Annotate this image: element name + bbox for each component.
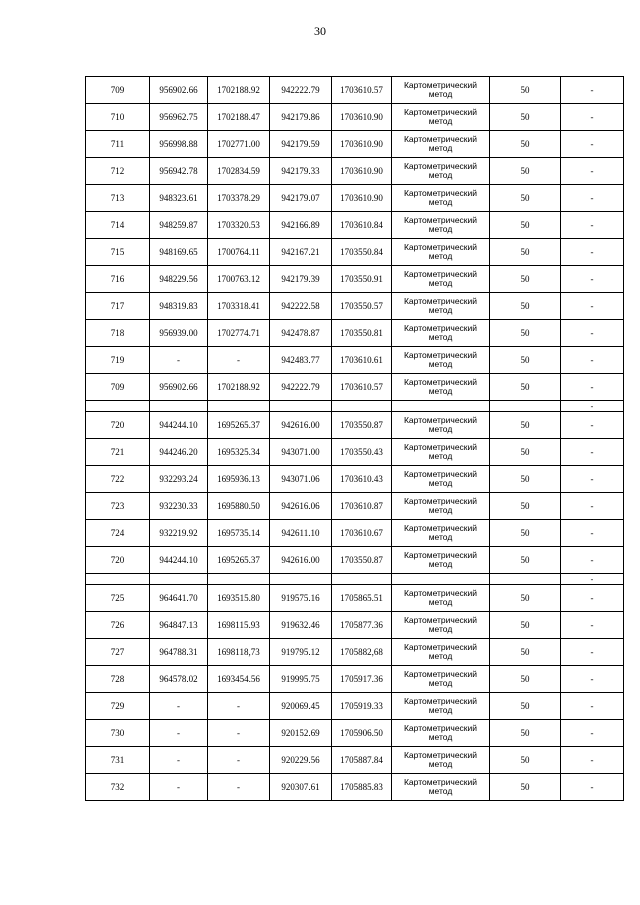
- x-old-cell: 948323.61: [150, 185, 208, 212]
- x-new-cell: 919795.12: [270, 639, 332, 666]
- x-old-cell: -: [150, 347, 208, 374]
- point-number-cell: 722: [86, 466, 150, 493]
- y-old-cell: 1703320.53: [208, 212, 270, 239]
- y-old-cell: 1702774.71: [208, 320, 270, 347]
- accuracy-cell: 50: [490, 239, 561, 266]
- note-cell: -: [561, 347, 624, 374]
- y-old-cell: -: [208, 747, 270, 774]
- point-number-cell: 723: [86, 493, 150, 520]
- method-cell: Картометрический метод: [392, 439, 490, 466]
- x-old-cell: 944244.10: [150, 547, 208, 574]
- note-cell: -: [561, 666, 624, 693]
- table-row: [86, 520, 624, 547]
- note-cell: -: [561, 639, 624, 666]
- y-new-cell: 1703610.57: [332, 374, 392, 401]
- accuracy-cell: 50: [490, 466, 561, 493]
- x-old-cell: 948229.56: [150, 266, 208, 293]
- x-new-cell: 942167.21: [270, 239, 332, 266]
- note-cell: -: [561, 185, 624, 212]
- y-new-cell: 1703610.84: [332, 212, 392, 239]
- y-old-cell: 1693454.56: [208, 666, 270, 693]
- point-number-cell: 717: [86, 293, 150, 320]
- y-new-cell: 1703610.67: [332, 520, 392, 547]
- table-row: [86, 131, 624, 158]
- table-row: [86, 747, 624, 774]
- method-cell: Картометрический метод: [392, 639, 490, 666]
- table-row: [86, 185, 624, 212]
- y-new-cell: 1703610.90: [332, 104, 392, 131]
- x-old-cell: 956962.75: [150, 104, 208, 131]
- note-cell: -: [561, 374, 624, 401]
- method-cell: Картометрический метод: [392, 266, 490, 293]
- method-cell: Картометрический метод: [392, 747, 490, 774]
- table-row: [86, 547, 624, 574]
- x-new-cell: 943071.06: [270, 466, 332, 493]
- y-old-cell: 1695936.13: [208, 466, 270, 493]
- y-new-cell: 1705865.51: [332, 585, 392, 612]
- table-row: [86, 320, 624, 347]
- accuracy-cell: 50: [490, 185, 561, 212]
- y-new-cell: 1705882,68: [332, 639, 392, 666]
- point-number-cell: 727: [86, 639, 150, 666]
- method-cell: Картометрический метод: [392, 293, 490, 320]
- x-new-cell: 942222.79: [270, 77, 332, 104]
- accuracy-cell: 50: [490, 412, 561, 439]
- method-cell: Картометрический метод: [392, 666, 490, 693]
- accuracy-cell: 50: [490, 493, 561, 520]
- y-new-cell: [332, 574, 392, 585]
- table-row: [86, 212, 624, 239]
- point-number-cell: 726: [86, 612, 150, 639]
- note-cell: -: [561, 320, 624, 347]
- accuracy-cell: 50: [490, 131, 561, 158]
- accuracy-cell: 50: [490, 720, 561, 747]
- method-cell: Картометрический метод: [392, 131, 490, 158]
- x-new-cell: 942616.06: [270, 493, 332, 520]
- point-number-cell: 713: [86, 185, 150, 212]
- table-row: [86, 412, 624, 439]
- method-cell: Картометрический метод: [392, 774, 490, 801]
- y-new-cell: 1705919.33: [332, 693, 392, 720]
- point-number-cell: 730: [86, 720, 150, 747]
- y-old-cell: 1698118,73: [208, 639, 270, 666]
- table-row: [86, 239, 624, 266]
- y-new-cell: 1705885.83: [332, 774, 392, 801]
- y-old-cell: -: [208, 774, 270, 801]
- method-cell: Картометрический метод: [392, 547, 490, 574]
- y-old-cell: 1702188.92: [208, 77, 270, 104]
- point-number-cell: 729: [86, 693, 150, 720]
- x-old-cell: 932219.92: [150, 520, 208, 547]
- x-new-cell: [270, 401, 332, 412]
- point-number-cell: 711: [86, 131, 150, 158]
- note-cell: -: [561, 612, 624, 639]
- y-new-cell: 1703550.87: [332, 547, 392, 574]
- y-old-cell: 1702771.00: [208, 131, 270, 158]
- point-number-cell: 718: [86, 320, 150, 347]
- method-cell: Картометрический метод: [392, 412, 490, 439]
- y-new-cell: 1703550.87: [332, 412, 392, 439]
- x-new-cell: 942179.07: [270, 185, 332, 212]
- point-number-cell: 714: [86, 212, 150, 239]
- x-new-cell: 942179.39: [270, 266, 332, 293]
- x-new-cell: 942179.86: [270, 104, 332, 131]
- accuracy-cell: [490, 574, 561, 585]
- point-number-cell: 732: [86, 774, 150, 801]
- x-new-cell: 942179.33: [270, 158, 332, 185]
- point-number-cell: 715: [86, 239, 150, 266]
- table-row: [86, 374, 624, 401]
- note-cell: -: [561, 401, 624, 412]
- note-cell: -: [561, 774, 624, 801]
- point-number-cell: 724: [86, 520, 150, 547]
- x-new-cell: 920307.61: [270, 774, 332, 801]
- y-old-cell: 1695265.37: [208, 547, 270, 574]
- accuracy-cell: 50: [490, 374, 561, 401]
- x-new-cell: [270, 574, 332, 585]
- x-new-cell: 942179.59: [270, 131, 332, 158]
- table-row: [86, 693, 624, 720]
- x-new-cell: 942478.87: [270, 320, 332, 347]
- method-cell: Картометрический метод: [392, 693, 490, 720]
- y-old-cell: 1695325.34: [208, 439, 270, 466]
- x-old-cell: -: [150, 747, 208, 774]
- x-old-cell: 964578.02: [150, 666, 208, 693]
- table-row: [86, 639, 624, 666]
- table-row: [86, 158, 624, 185]
- y-old-cell: 1702188.47: [208, 104, 270, 131]
- y-new-cell: 1703550.57: [332, 293, 392, 320]
- table-row: [86, 77, 624, 104]
- separator-row: [86, 401, 624, 412]
- note-cell: -: [561, 574, 624, 585]
- y-old-cell: 1693515.80: [208, 585, 270, 612]
- point-number-cell: 731: [86, 747, 150, 774]
- y-old-cell: [208, 401, 270, 412]
- x-old-cell: 932293.24: [150, 466, 208, 493]
- note-cell: -: [561, 520, 624, 547]
- table-row: [86, 493, 624, 520]
- method-cell: Картометрический метод: [392, 493, 490, 520]
- accuracy-cell: 50: [490, 212, 561, 239]
- x-new-cell: 920152.69: [270, 720, 332, 747]
- method-cell: Картометрический метод: [392, 104, 490, 131]
- point-number-cell: 721: [86, 439, 150, 466]
- y-new-cell: 1703610.90: [332, 158, 392, 185]
- note-cell: -: [561, 104, 624, 131]
- note-cell: -: [561, 239, 624, 266]
- method-cell: Картометрический метод: [392, 720, 490, 747]
- x-old-cell: -: [150, 693, 208, 720]
- table-row: [86, 666, 624, 693]
- accuracy-cell: 50: [490, 639, 561, 666]
- point-number-cell: 720: [86, 547, 150, 574]
- method-cell: Картометрический метод: [392, 466, 490, 493]
- method-cell: Картометрический метод: [392, 585, 490, 612]
- note-cell: -: [561, 747, 624, 774]
- method-cell: Картометрический метод: [392, 320, 490, 347]
- x-new-cell: 942616.00: [270, 412, 332, 439]
- note-cell: -: [561, 466, 624, 493]
- point-number-cell: [86, 401, 150, 412]
- accuracy-cell: 50: [490, 158, 561, 185]
- point-number-cell: 728: [86, 666, 150, 693]
- table-row: [86, 720, 624, 747]
- point-number-cell: 709: [86, 374, 150, 401]
- point-number-cell: 710: [86, 104, 150, 131]
- x-new-cell: 919995.75: [270, 666, 332, 693]
- method-cell: Картометрический метод: [392, 158, 490, 185]
- table-row: [86, 774, 624, 801]
- x-new-cell: 942483.77: [270, 347, 332, 374]
- note-cell: -: [561, 439, 624, 466]
- x-old-cell: -: [150, 720, 208, 747]
- y-old-cell: 1698115.93: [208, 612, 270, 639]
- accuracy-cell: 50: [490, 693, 561, 720]
- x-old-cell: 948259.87: [150, 212, 208, 239]
- point-number-cell: 712: [86, 158, 150, 185]
- accuracy-cell: 50: [490, 320, 561, 347]
- table-row: [86, 585, 624, 612]
- x-old-cell: 956902.66: [150, 374, 208, 401]
- table-row: [86, 293, 624, 320]
- x-old-cell: 944246.20: [150, 439, 208, 466]
- note-cell: -: [561, 585, 624, 612]
- note-cell: -: [561, 212, 624, 239]
- accuracy-cell: 50: [490, 520, 561, 547]
- y-new-cell: 1705917.36: [332, 666, 392, 693]
- method-cell: Картометрический метод: [392, 347, 490, 374]
- x-new-cell: 942616.00: [270, 547, 332, 574]
- x-old-cell: 944244.10: [150, 412, 208, 439]
- method-cell: Картометрический метод: [392, 374, 490, 401]
- y-old-cell: -: [208, 347, 270, 374]
- y-new-cell: 1703550.91: [332, 266, 392, 293]
- note-cell: -: [561, 412, 624, 439]
- x-old-cell: 948169.65: [150, 239, 208, 266]
- x-new-cell: 943071.00: [270, 439, 332, 466]
- method-cell: Картометрический метод: [392, 612, 490, 639]
- y-new-cell: 1703610.87: [332, 493, 392, 520]
- table-row: [86, 266, 624, 293]
- table-row: [86, 466, 624, 493]
- accuracy-cell: 50: [490, 439, 561, 466]
- y-old-cell: 1695265.37: [208, 412, 270, 439]
- accuracy-cell: 50: [490, 77, 561, 104]
- x-new-cell: 920229.56: [270, 747, 332, 774]
- accuracy-cell: 50: [490, 347, 561, 374]
- x-old-cell: 956902.66: [150, 77, 208, 104]
- y-old-cell: 1695735.14: [208, 520, 270, 547]
- x-old-cell: 964788.31: [150, 639, 208, 666]
- point-number-cell: 719: [86, 347, 150, 374]
- y-new-cell: 1705906.50: [332, 720, 392, 747]
- y-old-cell: 1702188.92: [208, 374, 270, 401]
- x-new-cell: 942222.58: [270, 293, 332, 320]
- accuracy-cell: 50: [490, 266, 561, 293]
- y-old-cell: 1703378.29: [208, 185, 270, 212]
- y-old-cell: 1700763.12: [208, 266, 270, 293]
- y-new-cell: 1705887.84: [332, 747, 392, 774]
- point-number-cell: [86, 574, 150, 585]
- table-row: [86, 104, 624, 131]
- point-number-cell: 709: [86, 77, 150, 104]
- note-cell: -: [561, 493, 624, 520]
- y-new-cell: [332, 401, 392, 412]
- separator-row: [86, 574, 624, 585]
- y-old-cell: 1700764.11: [208, 239, 270, 266]
- y-new-cell: 1703610.90: [332, 131, 392, 158]
- method-cell: [392, 574, 490, 585]
- accuracy-cell: 50: [490, 547, 561, 574]
- accuracy-cell: [490, 401, 561, 412]
- x-old-cell: 956939.00: [150, 320, 208, 347]
- table-row: [86, 439, 624, 466]
- y-old-cell: -: [208, 720, 270, 747]
- table-row: [86, 347, 624, 374]
- y-new-cell: 1703550.84: [332, 239, 392, 266]
- coordinates-table: [85, 76, 624, 801]
- y-new-cell: 1703610.57: [332, 77, 392, 104]
- y-new-cell: 1703610.90: [332, 185, 392, 212]
- accuracy-cell: 50: [490, 585, 561, 612]
- method-cell: Картометрический метод: [392, 77, 490, 104]
- method-cell: Картометрический метод: [392, 520, 490, 547]
- x-new-cell: 919632.46: [270, 612, 332, 639]
- note-cell: -: [561, 293, 624, 320]
- accuracy-cell: 50: [490, 747, 561, 774]
- note-cell: -: [561, 131, 624, 158]
- table-row: [86, 612, 624, 639]
- x-old-cell: 948319.83: [150, 293, 208, 320]
- point-number-cell: 720: [86, 412, 150, 439]
- note-cell: -: [561, 720, 624, 747]
- accuracy-cell: 50: [490, 774, 561, 801]
- x-old-cell: -: [150, 774, 208, 801]
- point-number-cell: 725: [86, 585, 150, 612]
- x-new-cell: 942222.79: [270, 374, 332, 401]
- method-cell: [392, 401, 490, 412]
- y-new-cell: 1703610.61: [332, 347, 392, 374]
- x-old-cell: 964847.13: [150, 612, 208, 639]
- x-old-cell: [150, 574, 208, 585]
- y-old-cell: 1695880.50: [208, 493, 270, 520]
- note-cell: -: [561, 266, 624, 293]
- x-old-cell: 956998.88: [150, 131, 208, 158]
- y-old-cell: 1703318.41: [208, 293, 270, 320]
- y-old-cell: 1702834.59: [208, 158, 270, 185]
- y-new-cell: 1703550.81: [332, 320, 392, 347]
- x-new-cell: 942611.10: [270, 520, 332, 547]
- x-old-cell: 956942.78: [150, 158, 208, 185]
- y-new-cell: 1703610.43: [332, 466, 392, 493]
- note-cell: -: [561, 693, 624, 720]
- accuracy-cell: 50: [490, 293, 561, 320]
- point-number-cell: 716: [86, 266, 150, 293]
- x-new-cell: 942166.89: [270, 212, 332, 239]
- note-cell: -: [561, 77, 624, 104]
- x-old-cell: 932230.33: [150, 493, 208, 520]
- method-cell: Картометрический метод: [392, 212, 490, 239]
- page-number: 30: [314, 24, 326, 38]
- method-cell: Картометрический метод: [392, 239, 490, 266]
- accuracy-cell: 50: [490, 612, 561, 639]
- note-cell: -: [561, 158, 624, 185]
- x-old-cell: 964641.70: [150, 585, 208, 612]
- y-old-cell: [208, 574, 270, 585]
- x-new-cell: 919575.16: [270, 585, 332, 612]
- note-cell: -: [561, 547, 624, 574]
- y-new-cell: 1705877.36: [332, 612, 392, 639]
- accuracy-cell: 50: [490, 666, 561, 693]
- y-old-cell: -: [208, 693, 270, 720]
- method-cell: Картометрический метод: [392, 185, 490, 212]
- x-new-cell: 920069.45: [270, 693, 332, 720]
- y-new-cell: 1703550.43: [332, 439, 392, 466]
- x-old-cell: [150, 401, 208, 412]
- table-body: [86, 77, 624, 801]
- accuracy-cell: 50: [490, 104, 561, 131]
